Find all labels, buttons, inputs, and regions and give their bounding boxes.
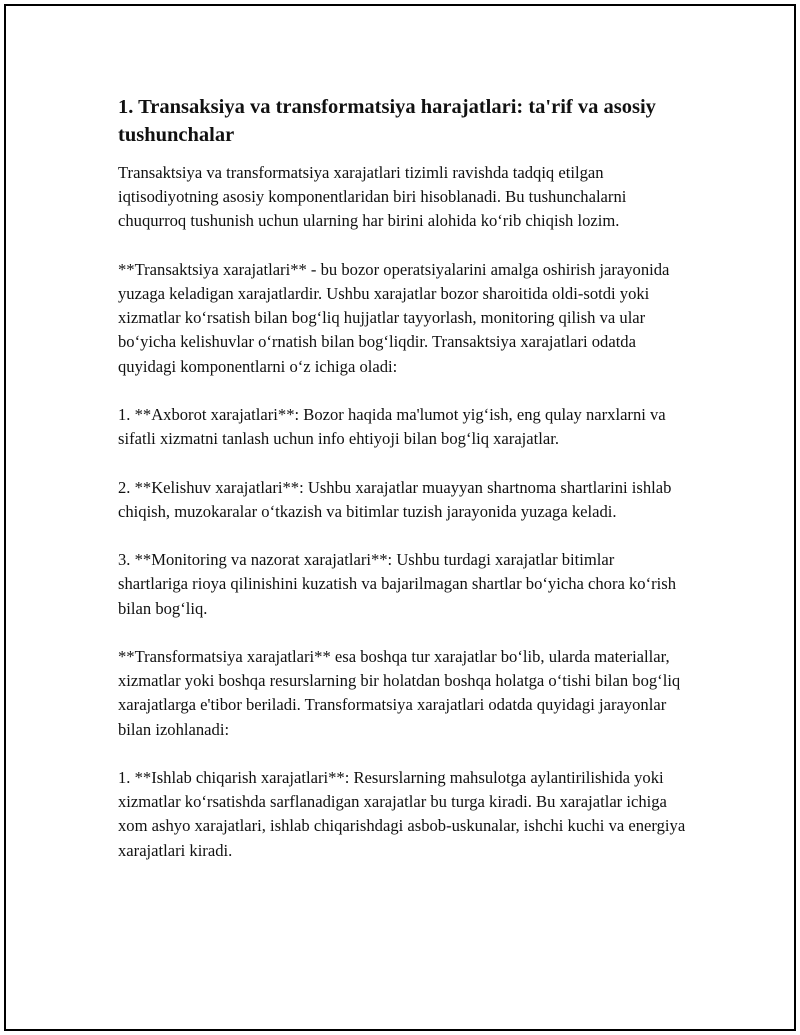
list-item-information-costs: 1. **Axborot xarajatlari**: Bozor haqida ma'lumot yig‘ish, eng qulay narxlarni va sifatli xizmatni tanlash uchun info ehtiyoji bilan bog‘liq xarajatlar. [118,405,666,449]
paragraph-gap [118,621,688,645]
paragraph-gap [118,451,688,475]
document-body [118,93,688,863]
paragraph-gap [118,742,688,766]
list-item-monitoring-costs: 3. **Monitoring va nazorat xarajatlari**: Ushbu turdagi xarajatlar bitimlar shartlariga rioya qilinishini kuzatish va bajarilmagan shartlar bo‘yicha chora ko‘rish bilan bog‘liq. [118,550,677,618]
list-item-agreement-costs: 2. **Kelishuv xarajatlari**: Ushbu xarajatlar muayyan shartnoma shartlarini ishlab chiqish, muzokaralar o‘tkazish va bitimlar tuzish jarayonida yuzaga keladi. [118,477,672,521]
paragraph-gap [118,524,688,548]
transaction-costs-paragraph: **Transaktsiya xarajatlari** - bu bozor operatsiyalarini amalga oshirish jarayonida yuzaga keladigan xarajatlardir. Ushbu xarajatlar bozor sharoitida oldi-sotdi yoki xizmatlar ko‘rsatish bilan bog‘liq hujjatlar tayyorlash, monitoring qilish va ular bo‘yicha kelishuvlar o‘rnatish bilan bog‘liqdir. Transaktsiya xarajatlari odatda quyidagi komponentlarni o‘z ichiga oladi: [118,259,670,376]
intro-paragraph: Transaktsiya va transformatsiya xarajatlari tizimli ravishda tadqiq etilgan iqtisodiyotning asosiy komponentlaridan biri hisoblanadi. Bu tushunchalarni chuqurroq tushunish uchun ularning har birini alohida ko‘rib chiqish lozim. [118,163,627,231]
paragraph-gap [118,234,688,258]
paragraph-gap [118,379,688,403]
section-heading: 1. Transaksiya va transformatsiya harajatlari: ta'rif va asosiy tushunchalar [118,96,656,146]
transformation-costs-paragraph: **Transformatsiya xarajatlari** esa boshqa tur xarajatlar bo‘lib, ularda materiallar, xizmatlar yoki boshqa resurslarning bir holatdan boshqa holatga o‘tishi bilan bog‘liq xarajatlarga e'tibor beriladi. Transformatsiya xarajatlari odatda quyidagi jarayonlar bilan izohlanadi: [118,646,681,739]
list-item-production-costs: 1. **Ishlab chiqarish xarajatlari**: Resurslarning mahsulotga aylantirilishida yoki xizmatlar ko‘rsatishda sarflanadigan xarajatlar bu turga kiradi. Bu xarajatlar ichiga xom ashyo xarajatlari, ishlab chiqarishdagi asbob-uskunalar, ishchi kuchi va energiya xarajatlari kiradi. [118,767,686,860]
